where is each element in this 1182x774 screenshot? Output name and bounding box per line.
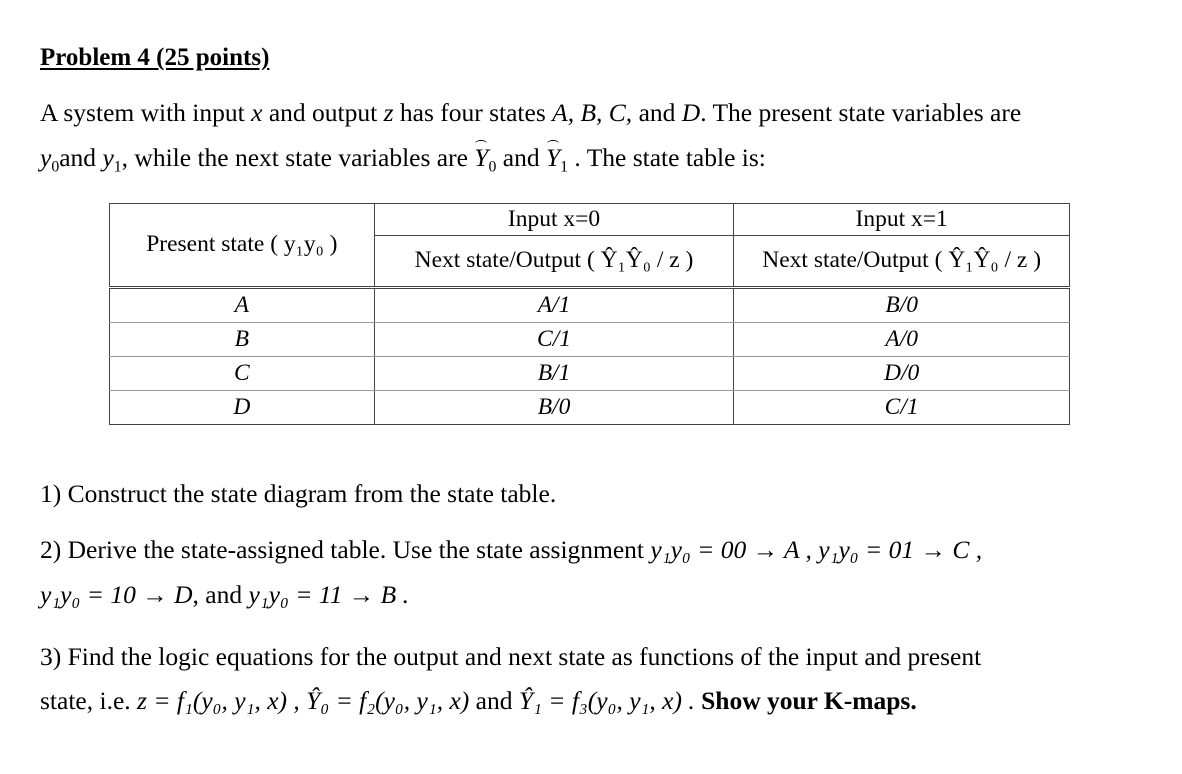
next-state-x1-cell: A/0 <box>734 323 1070 357</box>
present-state-cell: A <box>110 288 375 323</box>
present-state-cell: B <box>110 323 375 357</box>
next-state-x1-cell: D/0 <box>734 357 1070 391</box>
next-state-x1-cell: C/1 <box>734 391 1070 425</box>
next-state-x0-cell: C/1 <box>374 323 734 357</box>
task-2-line-2: y₁y₀ = 10 → D, and y₁y₀ = 11 → B . <box>40 580 409 609</box>
next-output-header-x0: Next state/Output ( Ŷ₁Ŷ₀ / z ) <box>374 236 734 288</box>
table-row <box>110 391 1070 425</box>
task-3-line-2: state, i.e. z = f₁(y₀, y₁, x) , Ŷ₀ = f₂(y₀, y₁, x) and Ŷ₁ = f₃(y₀, y₁, x) . Show your K-maps. <box>40 686 917 715</box>
present-state-header: Present state ( y₁y₀ ) <box>110 204 375 288</box>
intro-line-2: $y_0and$ $y_1$, while the next state variables are $Y_0$ and $Y_1$ . The state table is: <box>40 143 766 176</box>
present-state-cell: D <box>110 391 375 425</box>
task-3-line-1: 3) Find the logic equations for the output and next state as functions of the input and present <box>40 642 982 671</box>
task-2-line-1: 2) Derive the state-assigned table. Use the state assignment y₁y₀ = 00 → A , y₁y₀ = 01 → C , <box>40 535 983 564</box>
problem-title: Problem 4 (25 points) <box>40 44 270 71</box>
input1-header: Input x=1 <box>734 204 1070 236</box>
present-state-cell: C <box>110 357 375 391</box>
task-1: 1) Construct the state diagram from the state table. <box>40 479 557 508</box>
input0-header: Input x=0 <box>374 204 734 236</box>
intro-line-1: A system with input x and output z has four states A, B, C, and D. The present state variables are <box>40 98 1022 127</box>
next-state-x0-cell: B/1 <box>374 357 734 391</box>
table-row <box>110 357 1070 391</box>
next-state-x0-cell: B/0 <box>374 391 734 425</box>
state-table <box>109 203 1070 425</box>
table-row <box>110 288 1070 323</box>
next-state-x1-cell: B/0 <box>734 288 1070 323</box>
next-state-x0-cell: A/1 <box>374 288 734 323</box>
next-output-header-x1: Next state/Output ( Ŷ₁Ŷ₀ / z ) <box>734 236 1070 288</box>
table-row <box>110 323 1070 357</box>
